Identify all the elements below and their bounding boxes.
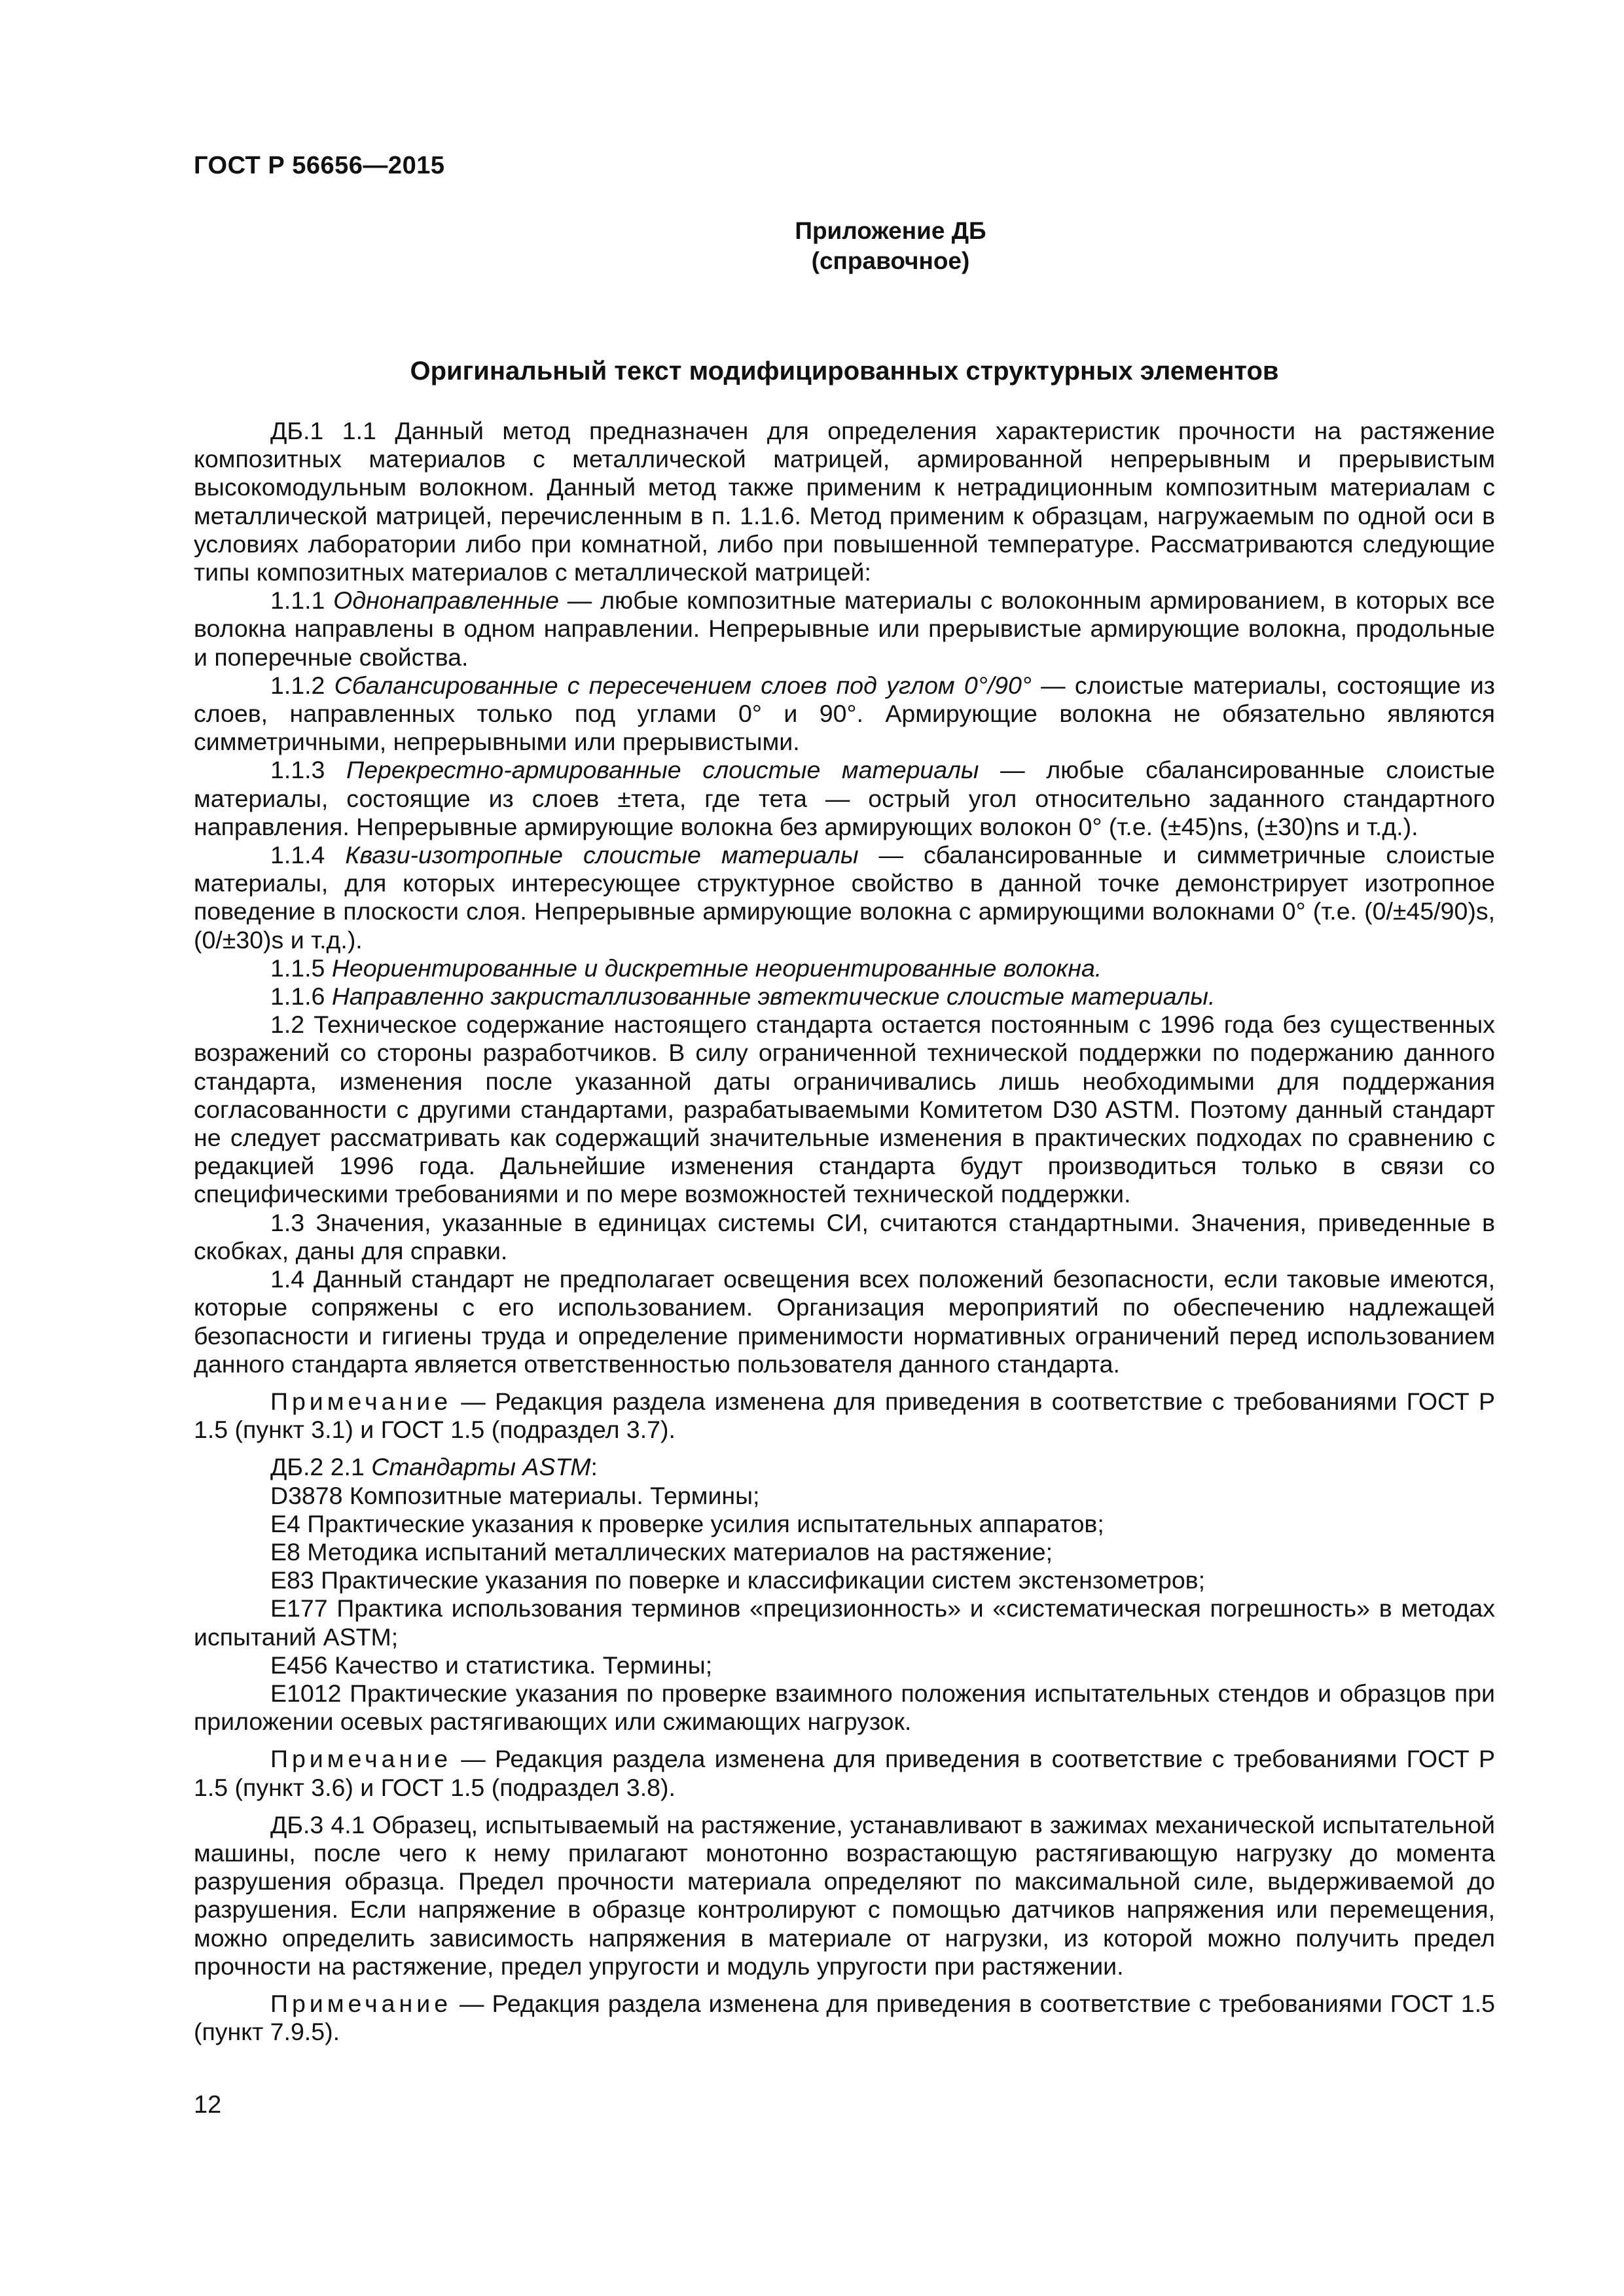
astm-item: Е177 Практика использования терминов «прецизионность» и «систематическая погрешность» в методах испытаний ASTM;: [194, 1594, 1495, 1651]
paragraph-db3: ДБ.3 4.1 Образец, испытываемый на растяжение, устанавливают в зажимах механической испытательной машины, после чего к нему прилагают монотонно возрастающую растягивающую нагрузку до момента разрушения образца. Предел прочности материала определяют по максимальной силе, выдерживаемой до разрушения. Если напряжение в образце контролируют с помощью датчиков напряжения или перемещения, можно определить зависимость напряжения в материале от нагрузки, из которой можно получить предел прочности на растяжение, предел упругости и модуль упругости при растяжении.: [194, 1810, 1495, 1980]
note-2: [194, 1745, 1495, 1801]
clause-term: Сбалансированные с пересечением слоев под углом 0°/90°: [334, 671, 1032, 699]
clause-number: 1.1.6: [270, 982, 332, 1011]
note-text: — Редакция раздела изменена для приведения в соответствие с требованиями ГОСТ Р 1.5 (пункт 3.1) и ГОСТ 1.5 (подраздел 3.7).: [194, 1387, 1495, 1444]
clause-number: 1.1.1: [270, 586, 334, 615]
section-title: Оригинальный текст модифицированных структурных элементов: [410, 357, 1279, 386]
paragraph-1-3: 1.3 Значения, указанные в единицах системы СИ, считаются стандартными. Значения, приведенные в скобках, даны для справки.: [194, 1208, 1495, 1265]
note-text: — Редакция раздела изменена для приведения в соответствие с требованиями ГОСТ 1.5 (пункт 7.9.5).: [194, 1989, 1495, 2046]
paragraph-1-1-3: [194, 756, 1495, 841]
clause-term: Квази-изотропные слоистые материалы: [345, 841, 859, 869]
astm-item: Е4 Практические указания к проверке усилия испытательных аппаратов;: [270, 1509, 1104, 1537]
note-1: [194, 1388, 1495, 1444]
clause-text: — сбалансированные и симметричные слоистые материалы, для которых интересующее структурное свойство в данной точке демонстрирует изотропное поведение в плоскости слоя. Непрерывные армирующие волокна с армирующими волокнами 0° (т.е. (0/±45/90)s, (0/±30)s и т.д.).: [194, 841, 1495, 954]
note-3: [194, 1990, 1495, 2046]
clause-term: Неориентированные и дискретные неориентированные волокна.: [331, 954, 1102, 982]
note-lead: Примечание: [270, 1387, 452, 1415]
paragraph-1-4: 1.4 Данный стандарт не предполагает освещения всех положений безопасности, если таковые имеются, которые сопряжены с его использованием. Организация мероприятий по обеспечению надлежащей безопасности и гигиены труда и определение применимости нормативных ограничений перед использованием данного стандарта является ответственностью пользователя данного стандарта.: [194, 1265, 1495, 1378]
annex-heading: [0, 216, 1624, 276]
paragraph-1-2: 1.2 Техническое содержание настоящего стандарта остается постоянным с 1996 года без существенных возражений со стороны разработчиков. В силу ограниченной технической поддержки по подержанию данного стандарта, изменения после указанной даты ограничивались лишь необходимыми для поддержания согласованности с другими стандартами, разрабатываемыми Комитетом D30 ASTM. Поэтому данный стандарт не следует рассматривать как содержащий значительные изменения в практических подходах по сравнению с редакцией 1996 года. Дальнейшие изменения стандарта будут производиться только в связи со специфическими требованиями и по мере возможностей технической поддержки.: [194, 1011, 1495, 1208]
paragraph-1-1-2: [194, 672, 1495, 757]
clause-term: Перекрестно-армированные слоистые материалы: [346, 756, 979, 784]
page-number: 12: [194, 2091, 222, 2119]
note-lead: Примечание: [270, 1745, 452, 1773]
clause-text: :: [590, 1453, 598, 1481]
clause-term: Стандарты ASTM: [371, 1453, 591, 1481]
astm-item: Е1012 Практические указания по проверке взаимного положения испытательных стендов и образцов при приложении осевых растягивающих или сжимающих нагрузок.: [194, 1679, 1495, 1736]
clause-text: — любые сбалансированные слоистые материалы, состоящие из слоев ±тета, где тета — острый угол относительно заданного стандартного направления. Непрерывные армирующие волокна без армирующих волокон 0° (т.е. (±45)ns, (±30)ns и т.д.).: [194, 756, 1495, 840]
paragraph-db1: ДБ.1 1.1 Данный метод предназначен для определения характеристик прочности на растяжение композитных материалов с металлической матрицей, армированной непрерывным и прерывистым высокомодульным волокном. Данный метод также применим к нетрадиционным композитным материалам с металлической матрицей, перечисленным в п. 1.1.6. Метод применим к образцам, нагружаемым по одной оси в условиях лаборатории либо при комнатной, либо при повышенной температуре. Рассматриваются следующие типы композитных материалов с металлической матрицей:: [194, 417, 1495, 586]
clause-number: 1.1.4: [270, 841, 346, 869]
annex-kind: (справочное): [811, 247, 970, 274]
clause-number: 1.1.2: [270, 671, 334, 699]
astm-item: Е83 Практические указания по поверке и классификации систем экстензометров;: [270, 1566, 1206, 1594]
paragraph-1-1-4: [194, 841, 1495, 954]
note-lead: Примечание: [270, 1989, 452, 2017]
note-text: — Редакция раздела изменена для приведения в соответствие с требованиями ГОСТ Р 1.5 (пункт 3.6) и ГОСТ 1.5 (подраздел 3.8).: [194, 1745, 1495, 1801]
clause-number: 1.1.3: [270, 756, 347, 784]
clause-term: Направленно закристаллизованные эвтектические слоистые материалы.: [331, 982, 1216, 1011]
document-header: ГОСТ Р 56656—2015: [194, 152, 445, 179]
astm-item: Е456 Качество и статистика. Термины;: [270, 1651, 713, 1679]
annex-title: Приложение ДБ: [795, 217, 986, 244]
astm-item: D3878 Композитные материалы. Термины;: [270, 1481, 760, 1509]
astm-item: Е8 Методика испытаний металлических материалов на растяжение;: [270, 1537, 1053, 1566]
document-body: [194, 417, 1495, 2046]
paragraph-1-1-5: [194, 954, 1495, 982]
paragraph-1-1-6: [194, 982, 1495, 1011]
paragraph-db2: [194, 1453, 1495, 1481]
clause-number: 1.1.5: [270, 954, 332, 982]
clause-term: Однонаправленные: [333, 586, 560, 615]
clause-text: — любые композитные материалы с волоконным армированием, в которых все волокна направлены в одном направлении. Непрерывные или прерывистые армирующие волокна, продольные и поперечные свойства.: [194, 586, 1495, 671]
paragraph-1-1-1: [194, 586, 1495, 672]
clause-number: ДБ.2 2.1: [270, 1453, 372, 1481]
clause-text: — слоистые материалы, состоящие из слоев, направленных только под углами 0° и 90°. Армирующие волокна не обязательно являются симметричными, непрерывными или прерывистыми.: [194, 671, 1495, 756]
